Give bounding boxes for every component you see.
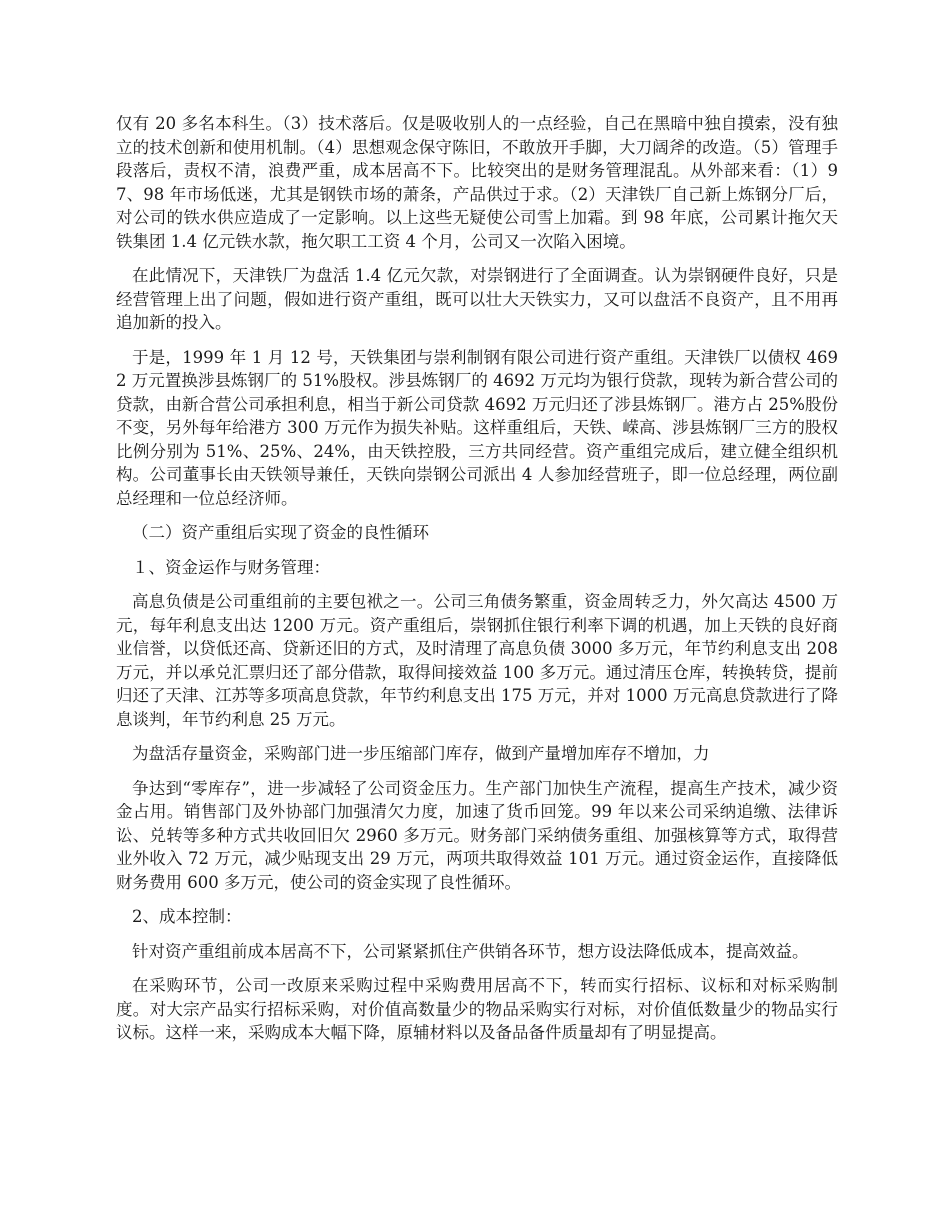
subsection-heading-cost-control: 2、成本控制：	[132, 907, 242, 926]
document-page	[116, 112, 838, 1056]
paragraph-tianjin-investigation: 在此情况下，天津铁厂为盘活 1.4 亿元欠款，对崇钢进行了全面调查。认为崇钢硬件良好，只是经营管理上出了问题，假如进行资产重组，既可以壮大天铁实力，又可以盘活不良资产，且不用再追加新的投入。	[116, 266, 838, 332]
paragraph-high-interest-debt: 高息负债是公司重组前的主要包袱之一。公司三角债务繁重，资金周转乏力，外欠高达 4500 万元，每年利息支出达 1200 万元。资产重组后，崇钢抓住银行利率下调的机遇，加上天铁的良好商业信誉，以贷低还高、贷新还旧的方式，及时清理了高息负债 3000 多万元，年节约利息支出 208 万元，并以承兑汇票归还了部分借款，取得间接效益 100 多万元。通过清压仓库，转换转贷，提前归还了天津、江苏等多项高息贷款，年节约利息支出 175 万元，并对 1000 万元高息贷款进行了降息谈判，年节约利息 25 万元。	[116, 592, 838, 729]
subsection-heading-financial-management: １、资金运作与财务管理：	[132, 557, 330, 577]
paragraph-asset-restructuring: 于是，1999 年 1 月 12 号，天铁集团与崇利制钢有限公司进行资产重组。天津铁厂以债权 4692 万元置换涉县炼钢厂的 51%股权。涉县炼钢厂的 4692 万元均为银行贷款，现转为新合营公司的贷款，由新合营公司承担利息，相当于新公司贷款 4692 万元归还了涉县炼钢厂。港方占 25%股份不变，另外每年给港方 300 万元作为损失补贴。这样重组后，天铁、嵘高、涉县炼钢厂三方的股权比例分别为 51%、25%、24%，由天铁控股，三方共同经营。资产重组完成后，建立健全组织机构。公司董事长由天铁领导兼任，天铁向崇钢公司派出 4 人参加经营班子，即一位总经理，两位副总经理和一位总经济师。	[116, 347, 838, 508]
paragraph-procurement: 在采购环节，公司一改原来采购过程中采购费用居高不下，转而实行招标、议标和对标采购制度。对大宗产品实行招标采购，对价值高数量少的物品采购实行对标，对价值低数量少的物品实行议标。这样一来，采购成本大幅下降，原辅材料以及备品备件质量却有了明显提高。	[116, 976, 838, 1042]
paragraph-stock-capital: 为盘活存量资金，采购部门进一步压缩部门库存，做到产量增加库存不增加，力	[132, 744, 710, 763]
section-heading-capital-cycle: （二）资产重组后实现了资金的良性循环	[132, 523, 429, 542]
paragraph-background-problems: 仅有 20 多名本科生。（3）技术落后。仅是吸收别人的一点经验，自己在黑暗中独自摸索，没有独立的技术创新和使用机制。（4）思想观念保守陈旧，不敢放开手脚，大刀阔斧的改造。（5）管理手段落后，责权不清，浪费严重，成本居高不下。比较突出的是财务管理混乱。从外部来看：（1）97、98 年市场低迷，尤其是钢铁市场的萧条，产品供过于求。（2）天津铁厂自己新上炼钢分厂后，对公司的铁水供应造成了一定影响。以上这些无疑使公司雪上加霜。到 98 年底，公司累计拖欠天铁集团 1.4 亿元铁水款，拖欠职工工资 4 个月，公司又一次陷入困境。	[116, 114, 838, 251]
paragraph-cost-reduction: 针对资产重组前成本居高不下，公司紧紧抓住产供销各环节，想方设法降低成本，提高效益。	[132, 941, 809, 961]
paragraph-zero-inventory: 争达到“零库存”，进一步减轻了公司资金压力。生产部门加快生产流程，提高生产技术，减少资金占用。销售部门及外协部门加强清欠力度，加速了货币回笼。99 年以来公司采纳追缴、法律诉讼、兑转等多种方式共收回旧欠 2960 多万元。财务部门采纳债务重组、加强核算等方式，取得营业外收入 72 万元，减少贴现支出 29 万元，两项共取得效益 101 万元。通过资金运作，直接降低财务费用 600 多万元，使公司的资金实现了良性循环。	[116, 778, 838, 892]
